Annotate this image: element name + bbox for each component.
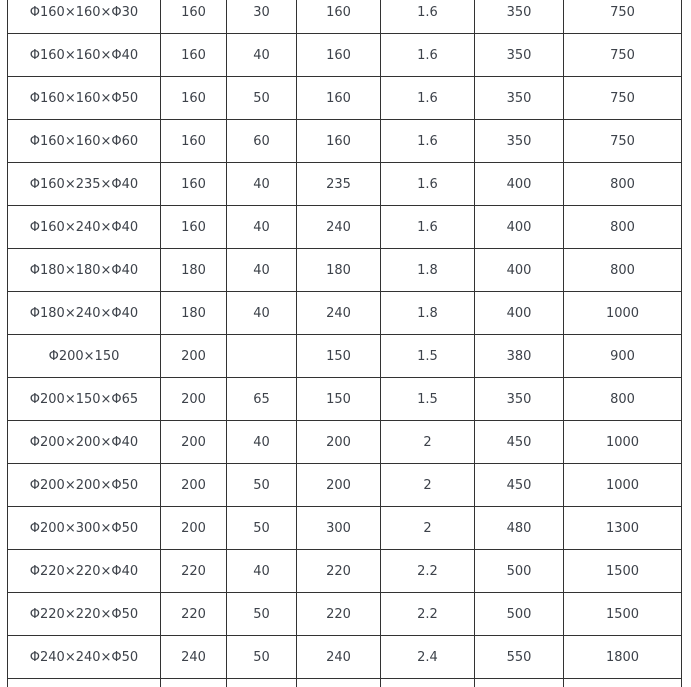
table-cell: Φ160×160×Φ50 (8, 77, 161, 120)
table-cell: 500 (475, 550, 564, 593)
table-row (8, 593, 682, 636)
table-cell: 50 (227, 593, 297, 636)
table-row (8, 120, 682, 163)
table-cell: 800 (564, 163, 682, 206)
table-cell: 1.6 (381, 120, 475, 163)
table-cell: 2 (381, 507, 475, 550)
table-cell: Φ160×160×Φ30 (8, 0, 161, 34)
table-cell: 1000 (564, 464, 682, 507)
spec-table-body (8, 0, 682, 687)
table-cell: 40 (227, 292, 297, 335)
table-cell: 40 (227, 421, 297, 464)
table-cell: 2 (381, 464, 475, 507)
table-row (8, 679, 682, 687)
table-cell: 240 (297, 292, 381, 335)
table-cell: 1.8 (381, 292, 475, 335)
table-cell: 2 (381, 421, 475, 464)
table-cell: 380 (475, 335, 564, 378)
table-cell: 160 (161, 34, 227, 77)
table-cell: 240 (161, 636, 227, 679)
table-cell: Φ180×180×Φ40 (8, 249, 161, 292)
table-row (8, 335, 682, 378)
table-cell: 160 (297, 0, 381, 34)
table-cell: 220 (161, 550, 227, 593)
table-cell (161, 679, 227, 687)
table-cell: 1500 (564, 550, 682, 593)
table-cell: 30 (227, 0, 297, 34)
table-cell: 350 (475, 34, 564, 77)
table-cell: 40 (227, 163, 297, 206)
table-cell: 300 (297, 507, 381, 550)
table-cell: 1.8 (381, 249, 475, 292)
table-cell: Φ160×160×Φ40 (8, 34, 161, 77)
table-cell: Φ220×220×Φ50 (8, 593, 161, 636)
table-cell: Φ200×300×Φ50 (8, 507, 161, 550)
table-cell (564, 679, 682, 687)
table-row (8, 292, 682, 335)
table-row (8, 206, 682, 249)
table-row (8, 464, 682, 507)
spec-table (7, 0, 682, 687)
table-cell: 200 (161, 464, 227, 507)
table-row (8, 378, 682, 421)
table-cell: 65 (227, 378, 297, 421)
table-cell: 160 (161, 120, 227, 163)
table-cell: 40 (227, 206, 297, 249)
table-cell: 60 (227, 120, 297, 163)
table-cell: 160 (161, 77, 227, 120)
table-cell: 350 (475, 120, 564, 163)
table-cell: 50 (227, 507, 297, 550)
table-cell: 2.2 (381, 593, 475, 636)
table-cell: 160 (161, 163, 227, 206)
table-cell: 160 (161, 206, 227, 249)
table-cell: 180 (161, 292, 227, 335)
table-cell: 1.6 (381, 34, 475, 77)
table-row (8, 0, 682, 34)
table-row (8, 421, 682, 464)
table-cell: 220 (161, 593, 227, 636)
table-cell (297, 679, 381, 687)
table-cell: Φ200×150 (8, 335, 161, 378)
table-row (8, 249, 682, 292)
table-cell: 1.6 (381, 206, 475, 249)
table-cell: 220 (297, 550, 381, 593)
table-cell: 450 (475, 421, 564, 464)
table-cell: 240 (297, 206, 381, 249)
table-cell: 200 (161, 421, 227, 464)
table-cell: 800 (564, 249, 682, 292)
table-cell: 900 (564, 335, 682, 378)
table-cell: 480 (475, 507, 564, 550)
table-row (8, 550, 682, 593)
table-cell: 750 (564, 77, 682, 120)
table-cell: Φ180×240×Φ40 (8, 292, 161, 335)
table-cell: 180 (297, 249, 381, 292)
table-cell: Φ160×235×Φ40 (8, 163, 161, 206)
table-cell (227, 679, 297, 687)
table-cell: 350 (475, 77, 564, 120)
table-cell: 1000 (564, 292, 682, 335)
table-cell: 160 (297, 77, 381, 120)
table-cell: 50 (227, 464, 297, 507)
table-cell: 2.2 (381, 550, 475, 593)
table-cell: 400 (475, 163, 564, 206)
table-cell: Φ240×240×Φ50 (8, 636, 161, 679)
table-row (8, 163, 682, 206)
table-cell: 350 (475, 378, 564, 421)
table-cell: 350 (475, 0, 564, 34)
table-cell: 180 (161, 249, 227, 292)
table-cell: 750 (564, 34, 682, 77)
table-cell: 550 (475, 636, 564, 679)
table-cell: 1.5 (381, 378, 475, 421)
table-cell: Φ200×200×Φ40 (8, 421, 161, 464)
table-cell: 1.6 (381, 163, 475, 206)
table-cell: 240 (297, 636, 381, 679)
table-cell: 200 (297, 464, 381, 507)
table-row (8, 636, 682, 679)
table-cell: 40 (227, 249, 297, 292)
table-cell: 200 (297, 421, 381, 464)
table-cell: 800 (564, 378, 682, 421)
table-row (8, 77, 682, 120)
table-cell: 400 (475, 206, 564, 249)
table-cell: 1800 (564, 636, 682, 679)
table-cell: Φ200×200×Φ50 (8, 464, 161, 507)
table-cell: 200 (161, 335, 227, 378)
table-cell (381, 679, 475, 687)
table-row (8, 507, 682, 550)
table-cell: 40 (227, 34, 297, 77)
table-cell: 220 (297, 593, 381, 636)
table-cell: 200 (161, 378, 227, 421)
table-cell: 160 (161, 0, 227, 34)
table-cell: 1.5 (381, 335, 475, 378)
table-cell: 1300 (564, 507, 682, 550)
table-cell: 750 (564, 0, 682, 34)
table-cell (475, 679, 564, 687)
table-cell: 2.4 (381, 636, 475, 679)
table-cell: 400 (475, 292, 564, 335)
table-cell: 160 (297, 120, 381, 163)
table-cell: Φ160×240×Φ40 (8, 206, 161, 249)
table-cell: 40 (227, 550, 297, 593)
table-cell: 500 (475, 593, 564, 636)
table-cell: 200 (161, 507, 227, 550)
table-cell: Φ200×150×Φ65 (8, 378, 161, 421)
table-cell: 160 (297, 34, 381, 77)
table-cell: 450 (475, 464, 564, 507)
table-row (8, 34, 682, 77)
table-cell: 50 (227, 636, 297, 679)
table-cell: Φ160×160×Φ60 (8, 120, 161, 163)
table-cell: 800 (564, 206, 682, 249)
table-cell: 1000 (564, 421, 682, 464)
table-cell: 750 (564, 120, 682, 163)
table-cell: 50 (227, 77, 297, 120)
table-cell: 400 (475, 249, 564, 292)
table-cell: 235 (297, 163, 381, 206)
table-cell: Φ220×220×Φ40 (8, 550, 161, 593)
table-cell (227, 335, 297, 378)
table-cell: 150 (297, 335, 381, 378)
table-cell: 1.6 (381, 0, 475, 34)
table-cell: 1.6 (381, 77, 475, 120)
table-cell: 1500 (564, 593, 682, 636)
table-cell (8, 679, 161, 687)
table-cell: 150 (297, 378, 381, 421)
